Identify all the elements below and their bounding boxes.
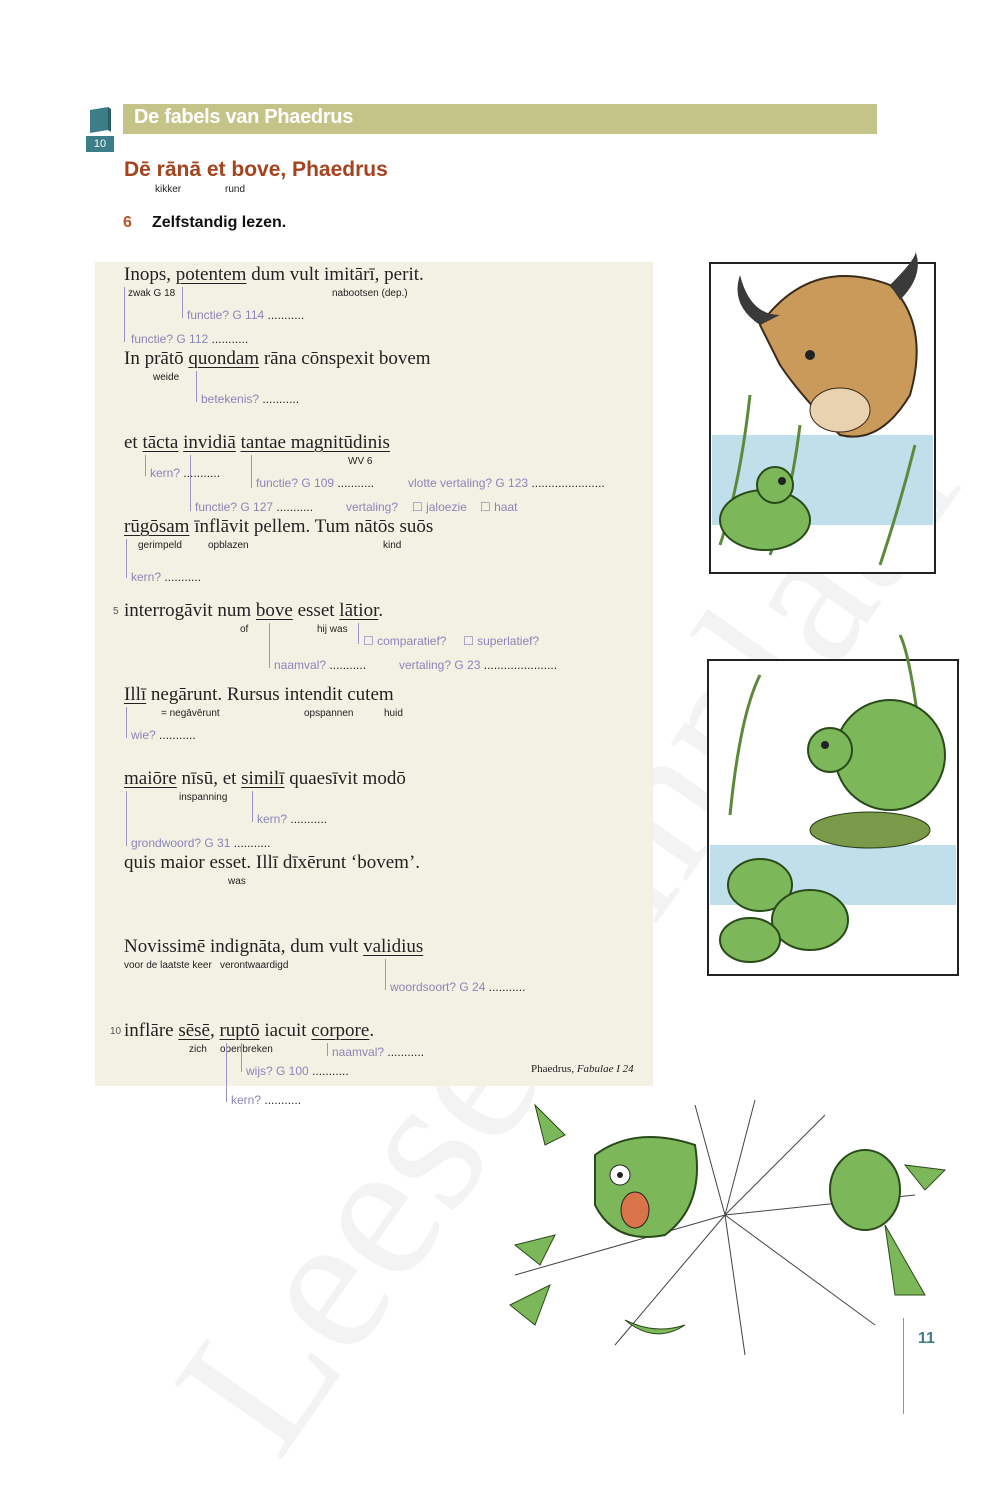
gloss: = negāvērunt bbox=[161, 708, 220, 719]
exercise-number: 6 bbox=[123, 214, 132, 231]
question-functie: functie? G 112 ........... bbox=[131, 332, 249, 346]
line-number: 10 bbox=[110, 1026, 122, 1037]
gloss: was bbox=[228, 876, 246, 887]
chapter-title: De fabels van Phaedrus bbox=[134, 106, 354, 128]
question-naamval: naamval? ........... bbox=[332, 1045, 425, 1059]
bracket-line bbox=[196, 371, 197, 402]
book-icon bbox=[88, 106, 112, 134]
gloss: weide bbox=[153, 372, 180, 383]
latin-line-9: Novissimē indignāta, dum vult validius bbox=[124, 936, 424, 957]
bracket-line bbox=[182, 287, 183, 318]
bull-and-frog-illustration bbox=[680, 245, 940, 580]
gloss: opspannen bbox=[304, 708, 354, 719]
bracket-line bbox=[190, 455, 191, 511]
bracket-line bbox=[327, 1043, 328, 1056]
bracket-line bbox=[126, 539, 127, 578]
gloss: hij was bbox=[317, 624, 348, 635]
bracket-line bbox=[252, 791, 253, 822]
option-jaloezie[interactable]: ☐ jaloezie bbox=[412, 500, 467, 514]
question-woordsoort: woordsoort? G 24 ........... bbox=[390, 980, 526, 994]
question-kern: kern? ........... bbox=[131, 570, 202, 584]
question-betekenis: betekenis? ........... bbox=[201, 392, 300, 406]
gloss: nabootsen (dep.) bbox=[332, 288, 408, 299]
bracket-line bbox=[251, 455, 252, 488]
option-superlatief[interactable]: ☐ superlatief? bbox=[463, 634, 540, 648]
latin-line-8: quis maior esset. Illī dīxērunt ‘bovem’. bbox=[124, 852, 421, 873]
gloss: inspanning bbox=[179, 792, 228, 803]
question-kern: kern? ........... bbox=[257, 812, 328, 826]
gloss: WV 6 bbox=[348, 456, 373, 467]
question-grondwoord: grondwoord? G 31 ........... bbox=[131, 836, 271, 850]
bracket-line bbox=[269, 623, 270, 668]
gloss: kind bbox=[383, 540, 402, 551]
bracket-line bbox=[385, 959, 386, 990]
bracket-line bbox=[241, 1043, 242, 1072]
exercise-label: Zelfstandig lezen. bbox=[152, 214, 287, 231]
frog-puffing-illustration bbox=[700, 615, 960, 980]
latin-line-4: rūgōsam īnflāvit pellem. Tum nātōs suōs bbox=[124, 516, 434, 537]
gloss: of bbox=[240, 624, 249, 635]
question-wie: wie? ........... bbox=[131, 728, 196, 742]
bracket-line bbox=[358, 623, 359, 644]
bracket-line bbox=[226, 1043, 227, 1102]
latin-line-10: inflāre sēsē, ruptō iacuit corpore. bbox=[124, 1020, 375, 1041]
latin-line-6: Illī negārunt. Rursus intendit cutem bbox=[124, 684, 394, 705]
gloss: verontwaardigd bbox=[220, 960, 289, 971]
question-vertaling: vertaling? bbox=[346, 500, 399, 514]
question-functie: functie? G 109 ........... bbox=[256, 476, 375, 490]
bracket-line bbox=[126, 791, 127, 846]
gloss: zwak G 18 bbox=[128, 288, 176, 299]
gloss: gerimpeld bbox=[138, 540, 182, 551]
exploding-frog-illustration bbox=[495, 1095, 950, 1365]
latin-line-1: Inops, potentem dum vult imitārī, perit. bbox=[124, 264, 424, 285]
gloss: zich bbox=[189, 1044, 207, 1055]
bracket-line bbox=[126, 707, 127, 738]
page-number: 11 bbox=[918, 1330, 935, 1347]
latin-line-5: interrogāvit num bove esset lātior. bbox=[124, 600, 384, 621]
source-citation: Phaedrus, Fabulae I 24 bbox=[531, 1063, 634, 1075]
page-number-rule bbox=[903, 1318, 904, 1414]
option-haat[interactable]: ☐ haat bbox=[480, 500, 518, 514]
question-wijs: wijs? G 100 ........... bbox=[246, 1064, 349, 1078]
question-functie: functie? G 127 ........... bbox=[195, 500, 314, 514]
question-functie: functie? G 114 ........... bbox=[187, 308, 305, 322]
option-comparatief[interactable]: ☐ comparatief? bbox=[363, 634, 447, 648]
gloss: rund bbox=[225, 184, 246, 195]
question-vertaling: vertaling? G 23 ...................... bbox=[399, 658, 558, 672]
question-kern: kern? ........... bbox=[150, 466, 221, 480]
poem-title: Dē rānā et bove, Phaedrus bbox=[124, 158, 388, 181]
bracket-line bbox=[124, 287, 125, 342]
gloss: huid bbox=[384, 708, 403, 719]
line-number: 5 bbox=[113, 606, 119, 617]
gloss: opblazen bbox=[208, 540, 249, 551]
question-naamval: naamval? ........... bbox=[274, 658, 367, 672]
chapter-number: 10 bbox=[86, 136, 114, 152]
gloss: openbreken bbox=[220, 1044, 273, 1055]
gloss: voor de laatste keer bbox=[124, 960, 212, 971]
question-vertaling: vlotte vertaling? G 123 ...................... bbox=[408, 476, 605, 490]
bracket-line bbox=[145, 455, 146, 476]
question-kern: kern? ........... bbox=[231, 1093, 302, 1107]
latin-line-7: maiōre nīsū, et similī quaesīvit modō bbox=[124, 768, 406, 789]
latin-line-2: In prātō quondam rāna cōnspexit bovem bbox=[124, 348, 431, 369]
latin-line-3: et tācta invidiā tantae magnitūdinis bbox=[124, 432, 390, 453]
gloss: kikker bbox=[155, 184, 182, 195]
